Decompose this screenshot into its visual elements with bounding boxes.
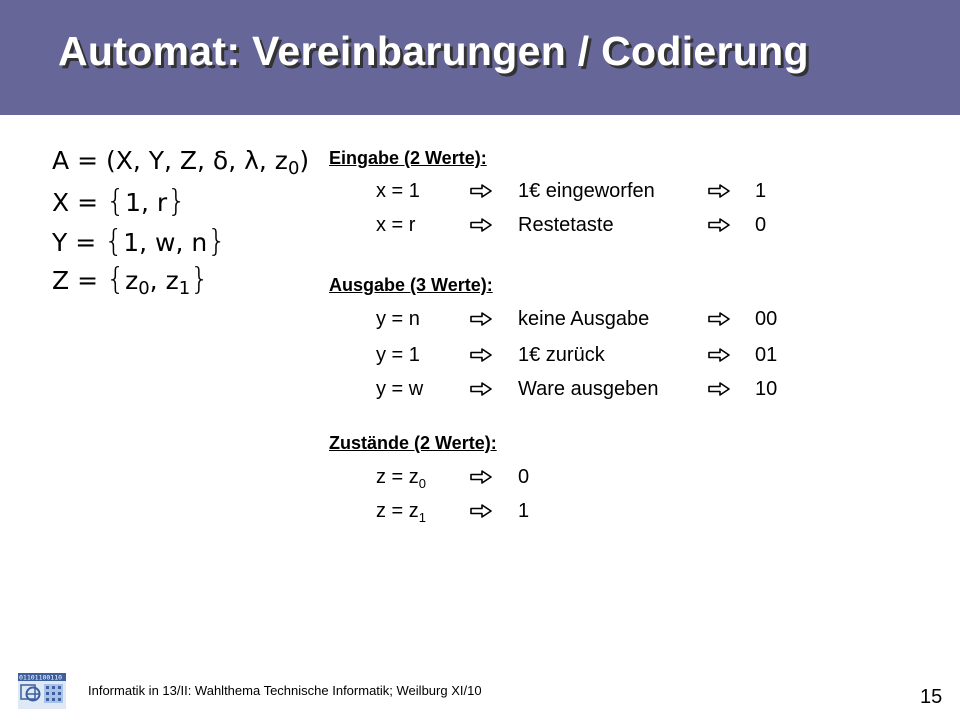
y-eq: = <box>75 228 97 257</box>
definition-a <box>52 146 309 179</box>
arrow-right-icon <box>470 312 492 326</box>
state-row-2-code: 1 <box>518 500 530 522</box>
page-number: 15 <box>920 686 943 708</box>
definition-x <box>52 184 186 219</box>
output-row-1-symbol: y = n <box>376 308 420 330</box>
logo-bits: 01101100110 <box>19 673 63 682</box>
z-sub1: 0 <box>138 278 150 299</box>
output-row-2-symbol: y = 1 <box>376 344 420 366</box>
x-body: 1, r <box>125 188 168 217</box>
output-row-1-code: 00 <box>755 308 778 330</box>
school-logo-icon <box>18 673 66 709</box>
z-body1: z <box>125 266 139 295</box>
input-row-1-symbol: x = 1 <box>376 180 420 202</box>
arrow-right-icon <box>708 218 730 232</box>
y-lhs: Y <box>52 228 68 257</box>
z-comma: , z <box>149 266 179 295</box>
output-row-2-meaning: 1€ zurück <box>518 344 605 366</box>
input-row-2-meaning: Restetaste <box>518 214 614 236</box>
state-row-2-symbol-text: z = z <box>376 500 419 522</box>
footer-text: Informatik in 13/II: Wahlthema Technische Informatik; Weilburg XI/10 <box>88 683 482 698</box>
a-lhs: A <box>52 146 70 175</box>
z-lhs: Z <box>52 266 70 295</box>
arrow-right-icon <box>470 218 492 232</box>
input-row-2-symbol: x = r <box>376 214 416 236</box>
a-close: ) <box>299 146 310 175</box>
state-row-1-symbol <box>376 466 426 491</box>
y-close-brace: } <box>207 224 227 259</box>
z-eq: = <box>77 266 99 295</box>
title-bar <box>0 0 960 115</box>
state-row-1-sub: 0 <box>418 476 427 491</box>
input-heading: Eingabe (2 Werte): <box>329 148 487 168</box>
input-row-1-meaning: 1€ eingeworfen <box>518 180 655 202</box>
output-heading: Ausgabe (3 Werte): <box>329 275 493 295</box>
output-row-3-meaning: Ware ausgeben <box>518 378 659 400</box>
arrow-right-icon <box>470 382 492 396</box>
states-heading: Zustände (2 Werte): <box>329 433 497 453</box>
arrow-right-icon <box>708 348 730 362</box>
definition-z <box>52 262 209 299</box>
a-sub: 0 <box>287 158 300 179</box>
state-row-2-sub: 1 <box>418 510 427 525</box>
y-open-brace: { <box>104 224 124 259</box>
output-row-2-code: 01 <box>755 344 778 366</box>
x-lhs: X <box>52 188 70 217</box>
definition-y <box>52 224 226 259</box>
state-row-1-symbol-text: z = z <box>376 466 419 488</box>
arrow-right-icon <box>708 382 730 396</box>
a-body: (X, Y, Z, δ, λ, z <box>105 146 288 175</box>
input-row-2-code: 0 <box>755 214 767 236</box>
z-open-brace: { <box>106 262 126 297</box>
slide-title: Automat: Vereinbarungen / Codierung <box>58 28 809 74</box>
z-sub2: 1 <box>178 278 191 299</box>
y-body: 1, w, n <box>123 228 208 257</box>
x-open-brace: { <box>106 184 126 219</box>
output-row-3-symbol: y = w <box>376 378 424 400</box>
output-row-1-meaning: keine Ausgabe <box>518 308 650 330</box>
arrow-right-icon <box>470 184 492 198</box>
a-eq: = <box>77 146 99 175</box>
arrow-right-icon <box>470 470 492 484</box>
arrow-right-icon <box>470 348 492 362</box>
arrow-right-icon <box>708 184 730 198</box>
arrow-right-icon <box>470 504 492 518</box>
x-close-brace: } <box>167 184 187 219</box>
x-eq: = <box>77 188 99 217</box>
arrow-right-icon <box>708 312 730 326</box>
z-close-brace: } <box>190 262 210 297</box>
input-row-1-code: 1 <box>755 180 767 202</box>
state-row-2-symbol <box>376 500 426 525</box>
output-row-3-code: 10 <box>755 378 778 400</box>
state-row-1-code: 0 <box>518 466 530 488</box>
